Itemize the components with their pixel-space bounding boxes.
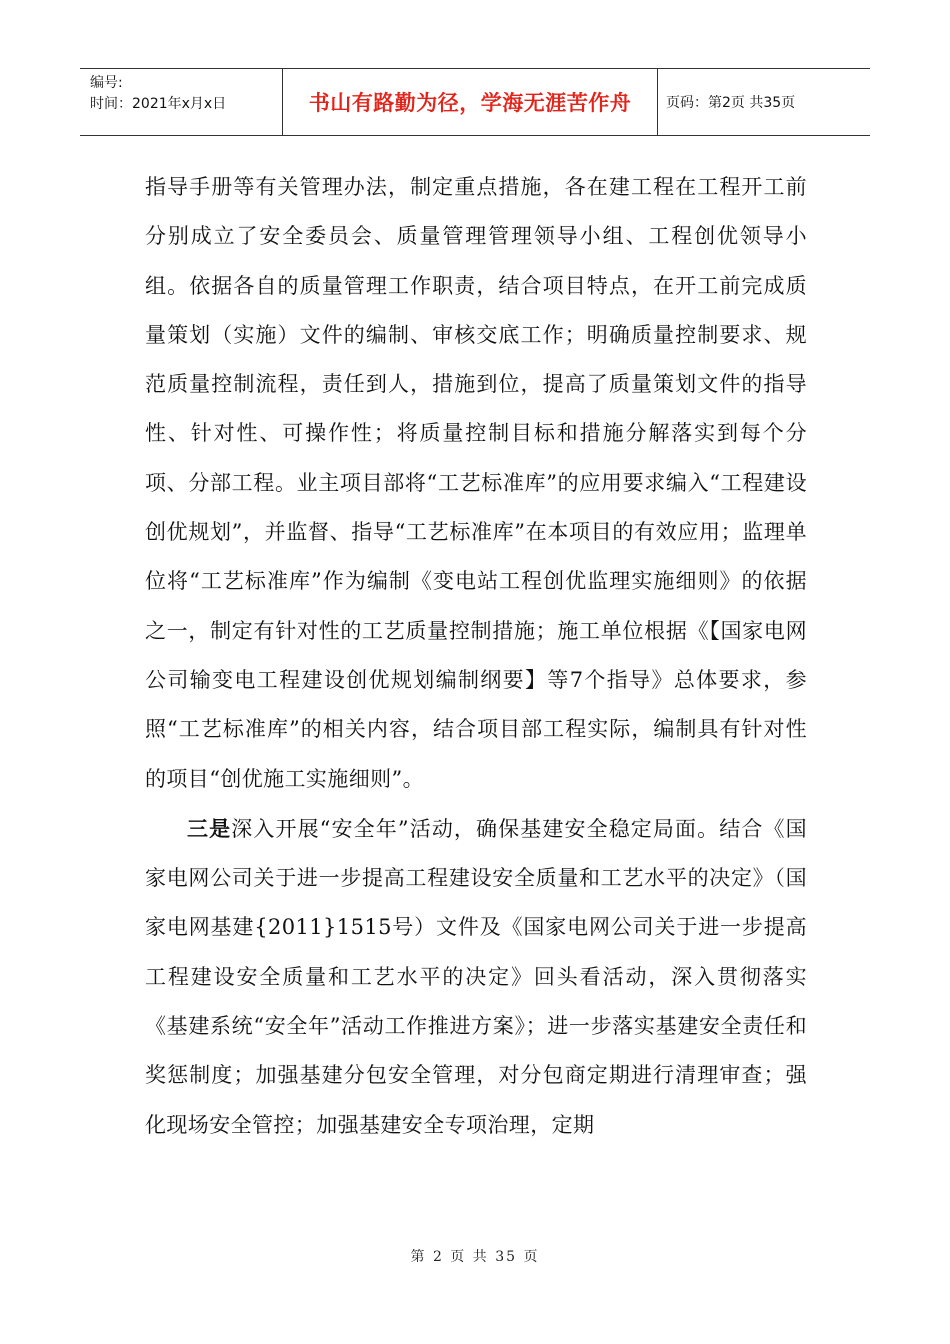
document-body (145, 163, 807, 1150)
header-motto-cell (282, 69, 658, 135)
paragraph-text: 深入开展“安全年”活动，确保基建安全稳定局面。结合《国家电网公司关于进一步提高工程建设安全质量和工艺水平的决定》（国家电网基建{2011}1515号）文件及《国家电网公司关于进一步提高工程建设安全质量和工艺水平的决定》回头看活动，深入贯彻落实《基建系统“安全年”活动工作推进方案》；进一步落实基建安全责任和奖惩制度；加强基建分包安全管理，对分包商定期进行清理审查；强化现场安全管控；加强基建安全专项治理，定期 (145, 816, 807, 1137)
document-code-label: 编号: (90, 75, 123, 91)
header-motto: 书山有路勤为径，学海无涯苦作舟 (308, 91, 632, 115)
paragraph-lead: 三是 (187, 815, 232, 841)
body-paragraph-2 (145, 804, 807, 1150)
header-meta (80, 69, 282, 135)
document-date: 时间：2021年x月x日 (90, 96, 227, 112)
header-page-info: 页码：第2页 共35页 (666, 95, 796, 111)
page-footer: 第 2 页 共 35 页 (410, 1249, 540, 1265)
page-header (80, 68, 870, 136)
body-paragraph-1: 指导手册等有关管理办法，制定重点措施，各在建工程在工程开工前分别成立了安全委员会、质量管理管理领导小组、工程创优领导小组。依据各自的质量管理工作职责，结合项目特点，在开工前完成质量策划（实施）文件的编制、审核交底工作；明确质量控制要求、规范质量控制流程，责任到人，措施到位，提高了质量策划文件的指导性、针对性、可操作性；将质量控制目标和措施分解落实到每个分项、分部工程。业主项目部将“工艺标准库”的应用要求编入“工程建设创优规划”，并监督、指导“工艺标准库”在本项目的有效应用；监理单位将“工艺标准库”作为编制《变电站工程创优监理实施细则》的依据之一，制定有针对性的工艺质量控制措施；施工单位根据《【国家电网公司输变电工程建设创优规划编制纲要】等7个指导》总体要求，参照“工艺标准库”的相关内容，结合项目部工程实际，编制具有针对性的项目“创优施工实施细则”。 (145, 175, 807, 791)
